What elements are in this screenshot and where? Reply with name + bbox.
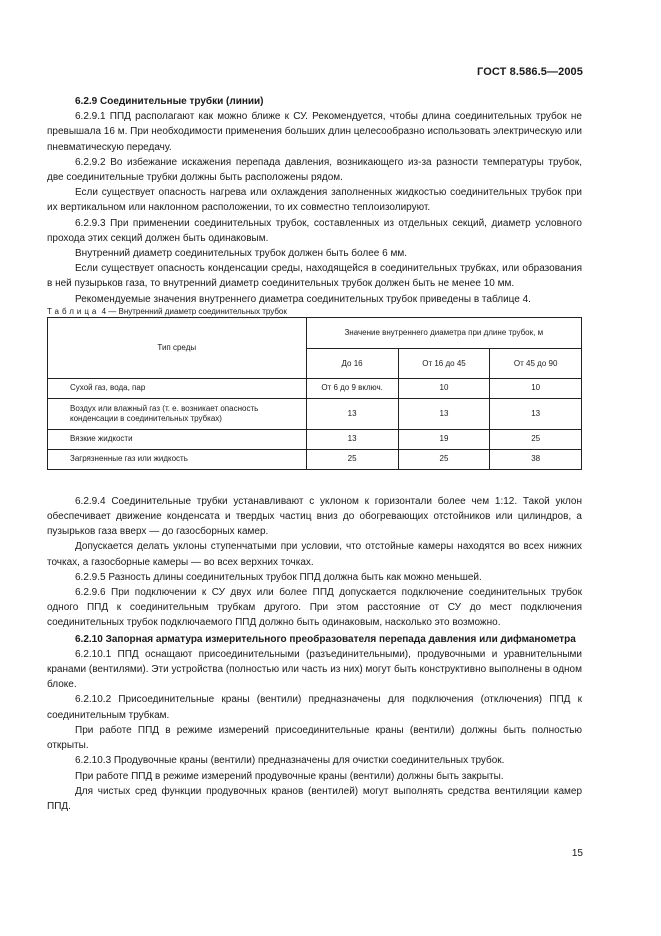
paragraph: 6.2.9.4 Соединительные трубки устанавливают с уклоном к горизонтали более чем 1:12. Такой уклон обеспечивает движение конденсата и твердых частиц вниз до обогревающих отстойников или цилиндров, а пузырьков газа вверх — до газосборных камер. [47,495,582,538]
medium-type-cell: Сухой газ, вода, пар [48,378,307,398]
paragraph: Для чистых сред функции продувочных кранов (вентилей) могут выполнять средства вентиляции камер ППД. [47,785,582,812]
paragraph: Если существует опасность конденсации среды, находящейся в соединительных трубках, или образования в ней пузырьков газа, то внутренний диаметр соединительных трубок должен быть не менее 10 мм. [47,263,582,290]
paragraph: 6.2.9.6 При подключении к СУ двух или более ППД допускается подключение соединительных трубок одного ППД к соединительным трубкам другого. При этом расстояние от СУ до мест подключения соединительных трубок подключаемого ППД должно быть одинаковым, насколько это возможно. [47,587,582,629]
paragraph: 6.2.10.3 Продувочные краны (вентили) предназначены для очистки соединительных трубок. [75,755,505,767]
section-heading: 6.2.10 Запорная арматура измерительного преобразователя перепада давления или дифманометра [75,633,576,645]
value-cell: 13 [398,398,490,429]
value-cell: 10 [490,378,582,398]
paragraphs-before-table [47,94,582,307]
value-cell: 25 [398,449,490,469]
column-group-header: Значение внутреннего диаметра при длине трубок, м [306,317,581,349]
value-cell: 10 [398,378,490,398]
table-caption-text: 4 — Внутренний диаметр соединительных трубок [99,306,287,316]
paragraph: 6.2.9.2 Во избежание искажения перепада давления, возникающего из-за разности температуры трубок, две соединительные трубки должны быть расположены рядом. [47,156,582,184]
document-id: ГОСТ 8.586.5—2005 [477,66,583,78]
table-row [48,378,582,398]
value-cell: 25 [490,429,582,449]
page-content [47,94,582,814]
table-row [48,449,582,469]
table-caption [47,307,582,317]
medium-type-cell: Загрязненные газ или жидкость [48,449,307,469]
value-cell: 13 [490,398,582,429]
paragraph: Если существует опасность нагрева или охлаждения заполненных жидкостью соединительных трубок при их вертикальном или наклонном расположении, то их совместно теплоизолируют. [47,187,582,214]
column-header-45-to-90: От 45 до 90 [490,349,582,378]
paragraph: Допускается делать уклоны ступенчатыми при условии, что отстойные камеры находятся во всех нижних точках, а газосборные камеры — во всех верхних точках. [47,541,582,568]
column-header-type: Тип среды [48,317,307,378]
paragraph: 6.2.10.1 ППД оснащают присоединительными (разъединительными), продувочными и уравнительными кранами (вентилями). Эти устройства (полностью или часть из них) могут быть конструктивно выполнены в одном блоке. [47,648,582,691]
section-heading: 6.2.9 Соединительные трубки (линии) [75,96,264,107]
paragraph: 6.2.9.1 ППД располагают как можно ближе к СУ. Рекомендуется, чтобы длина соединительных трубок не превышала 16 м. При необходимости применения больших длин целесообразно использовать электрическую или пневматическую передачу. [47,111,582,153]
paragraphs-after-table [47,494,582,814]
paragraph: При работе ППД в режиме измерений присоединительные краны (вентили) должны быть полностью открыты. [47,724,582,752]
medium-type-cell: Вязкие жидкости [48,429,307,449]
paragraph: Внутренний диаметр соединительных трубок должен быть более 6 мм. [75,248,407,260]
paragraph: 6.2.9.3 При применении соединительных трубок, составленных из отдельных секций, диаметр условного прохода этих секций должен быть одинаковым. [47,217,582,244]
value-cell: 13 [306,398,398,429]
paragraph: При работе ППД в режиме измерений продувочные краны (вентили) должны быть закрыты. [75,770,504,782]
column-header-16-to-45: От 16 до 45 [398,349,490,378]
value-cell: 25 [306,449,398,469]
paragraph: Рекомендуемые значения внутреннего диаметра соединительных трубок приведены в таблице 4. [75,293,531,305]
table-row [48,429,582,449]
paragraph: 6.2.10.2 Присоединительные краны (вентили) предназначены для подключения (отключения) ППД к соединительным трубкам. [47,694,582,721]
value-cell: 38 [490,449,582,469]
value-cell: 19 [398,429,490,449]
table-row [48,398,582,429]
table-caption-label: Таблица [47,306,100,316]
column-header-up-to-16: До 16 [306,349,398,378]
value-cell: От 6 до 9 включ. [306,378,398,398]
diameter-table [47,317,582,470]
value-cell: 13 [306,429,398,449]
page-number: 15 [571,848,583,859]
paragraph: 6.2.9.5 Разность длины соединительных трубок ППД должна быть как можно меньшей. [75,571,482,583]
medium-type-cell: Воздух или влажный газ (т. е. возникает опасность конденсации в соединительных трубках) [48,398,307,429]
